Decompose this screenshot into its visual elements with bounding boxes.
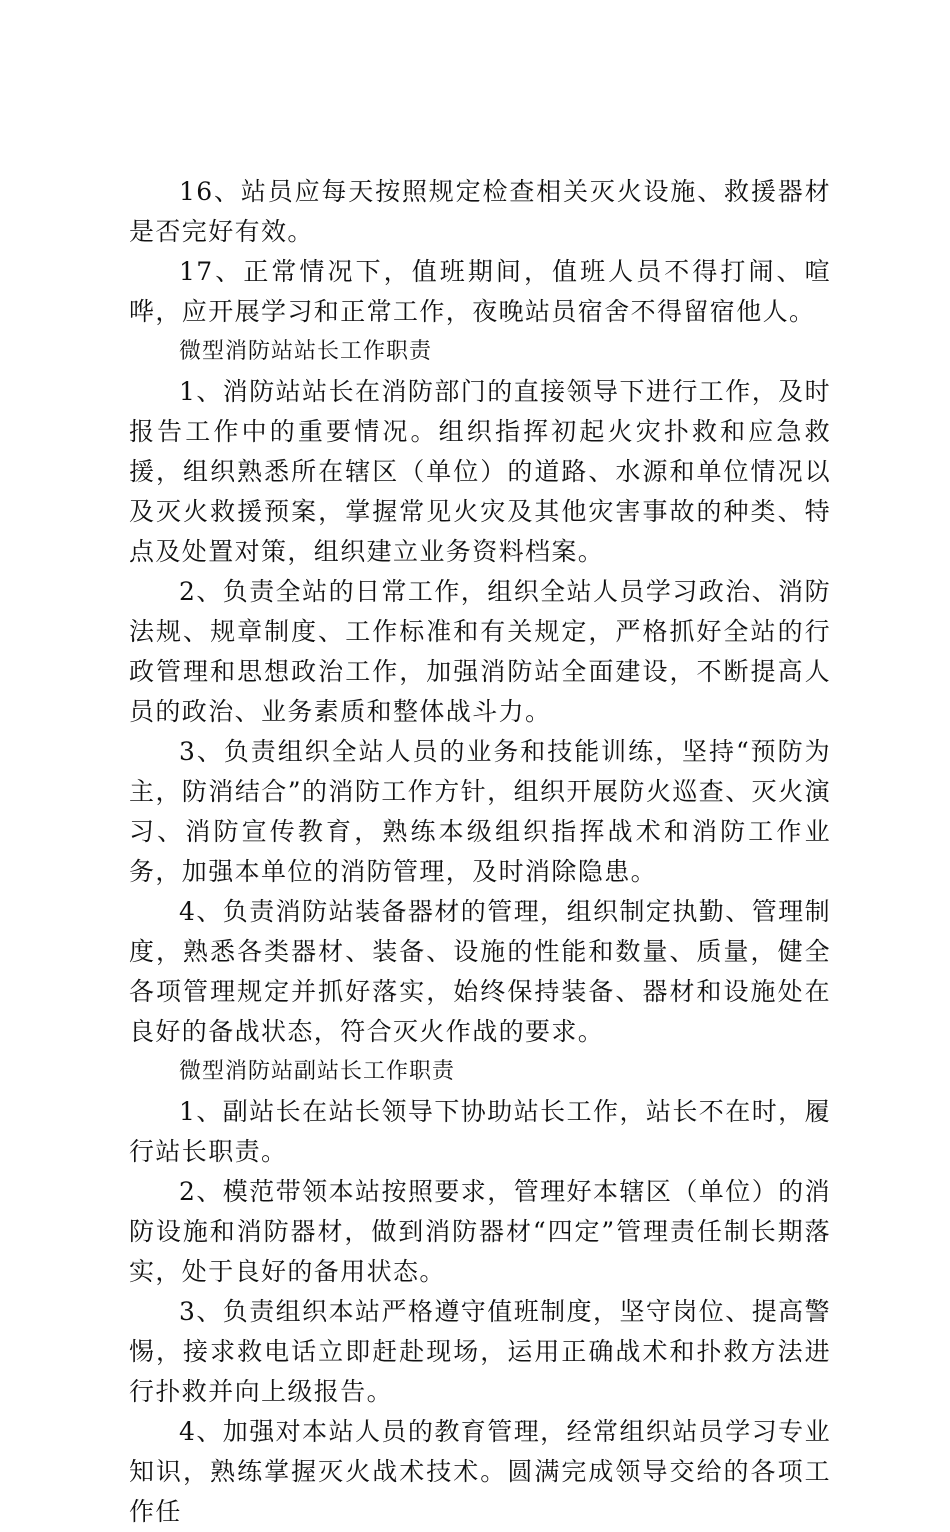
chief-duty-1: 1、消防站站长在消防部门的直接领导下进行工作，及时报告工作中的重要情况。组织指挥初起火灾扑救和应急救援，组织熟悉所在辖区（单位）的道路、水源和单位情况以及灭火救援预案，掌握常见火灾及其他灾害事故的种类、特点及处置对策，组织建立业务资料档案。 [129, 377, 831, 566]
chief-duty-4: 4、负责消防站装备器材的管理，组织制定执勤、管理制度，熟悉各类器材、装备、设施的性能和数量、质量，健全各项管理规定并抓好落实，始终保持装备、器材和设施处在良好的备战状态，符合灭火作战的要求。 [129, 897, 831, 1046]
paragraph-16: 16、站员应每天按照规定检查相关灭火设施、救援器材是否完好有效。 [129, 177, 831, 246]
deputy-duty-1: 1、副站长在站长领导下协助站长工作，站长不在时，履行站长职责。 [129, 1097, 831, 1166]
chief-duty-2: 2、负责全站的日常工作，组织全站人员学习政治、消防法规、规章制度、工作标准和有关规定，严格抓好全站的行政管理和思想政治工作，加强消防站全面建设，不断提高人员的政治、业务素质和整体战斗力。 [129, 577, 831, 726]
deputy-duty-4: 4、加强对本站人员的教育管理，经常组织站员学习专业知识，熟练掌握灭火战术技术。圆满完成领导交给的各项工作任 [129, 1417, 831, 1526]
deputy-duty-3: 3、负责组织本站严格遵守值班制度，坚守岗位、提高警惕，接求救电话立即赶赴现场，运用正确战术和扑救方法进行扑救并向上级报告。 [129, 1297, 831, 1406]
document-page [129, 172, 831, 1532]
section-heading-station-chief: 微型消防站站长工作职责 [179, 339, 433, 364]
section-heading-deputy-chief: 微型消防站副站长工作职责 [179, 1059, 456, 1084]
paragraph-17: 17、正常情况下，值班期间，值班人员不得打闹、喧哗，应开展学习和正常工作，夜晚站员宿舍不得留宿他人。 [129, 257, 831, 326]
deputy-duty-2: 2、模范带领本站按照要求，管理好本辖区（单位）的消防设施和消防器材，做到消防器材“四定”管理责任制长期落实，处于良好的备用状态。 [129, 1177, 831, 1286]
chief-duty-3: 3、负责组织全站人员的业务和技能训练，坚持“预防为主，防消结合”的消防工作方针，组织开展防火巡查、灭火演习、消防宣传教育，熟练本级组织指挥战术和消防工作业务，加强本单位的消防管理，及时消除隐患。 [129, 737, 831, 886]
